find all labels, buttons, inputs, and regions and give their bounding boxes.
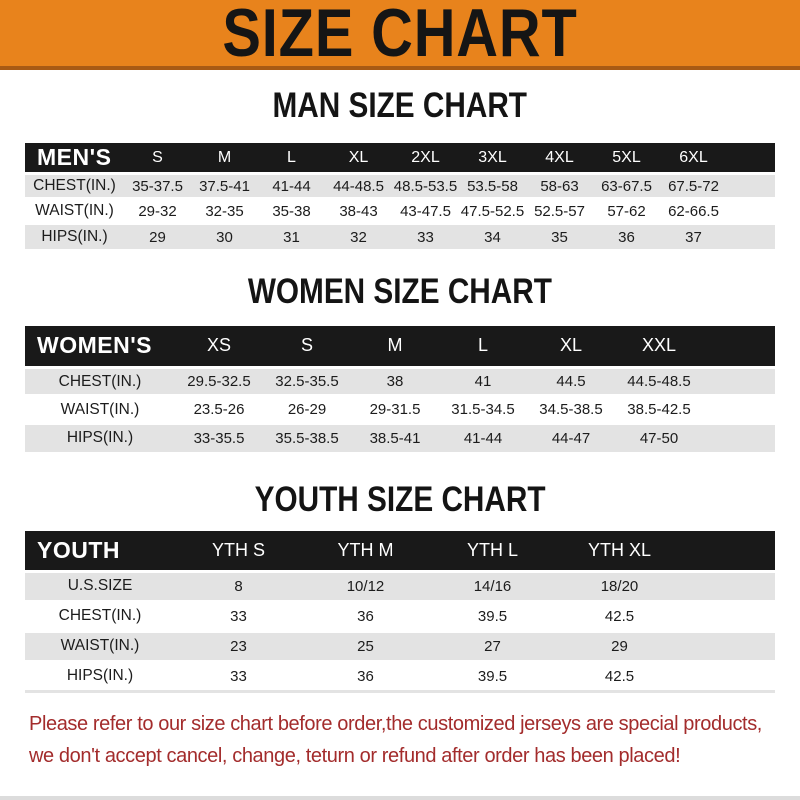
size-cell: 18/20 <box>600 577 639 595</box>
size-cell: 36 <box>618 228 635 246</box>
section-men <box>0 88 800 249</box>
size-cell: 34.5-38.5 <box>539 401 603 418</box>
row-label: HIPS(IN.) <box>41 228 108 245</box>
section-women <box>0 271 800 452</box>
row-label: U.S.SIZE <box>67 577 133 595</box>
size-cell: 36 <box>357 667 374 685</box>
size-row <box>25 571 775 601</box>
row-label: CHEST(IN.) <box>58 607 142 625</box>
banner <box>0 0 800 70</box>
size-charts <box>0 88 800 693</box>
men-heading <box>0 88 800 125</box>
size-cell: 42.5 <box>604 667 635 685</box>
size-cell: 44-47 <box>551 429 591 447</box>
size-row <box>25 396 775 424</box>
size-cell: 33 <box>230 667 247 685</box>
youth-header-row <box>25 531 775 571</box>
column-header: 2XL <box>392 143 459 174</box>
row-label: WAIST(IN.) <box>60 637 140 655</box>
size-cell: 38-43 <box>339 202 378 220</box>
size-cell: 42.5 <box>604 607 635 625</box>
size-cell: 32-35 <box>205 202 244 220</box>
footer-note <box>0 708 800 772</box>
size-cell: 14/16 <box>473 577 512 595</box>
size-cell: 44.5 <box>556 373 586 390</box>
banner-title: SIZE CHART <box>222 0 578 71</box>
row-label: HIPS(IN.) <box>66 429 134 447</box>
women-header-row <box>25 326 775 368</box>
size-cell-filler <box>727 199 775 224</box>
men-header-row <box>25 143 775 174</box>
footer-line-2: we don't accept cancel, change, teturn or refund after order has been placed! <box>29 744 681 767</box>
youth-group-label: YOUTH <box>25 531 175 571</box>
size-row <box>25 174 775 199</box>
column-header: M <box>191 143 258 174</box>
size-cell: 43-47.5 <box>400 202 451 220</box>
column-header: L <box>258 143 325 174</box>
size-row <box>25 199 775 224</box>
size-cell: 67.5-72 <box>668 177 719 195</box>
youth-heading <box>0 479 800 519</box>
size-row <box>25 601 775 631</box>
size-cell-filler <box>727 174 775 199</box>
column-header: 6XL <box>660 143 727 174</box>
column-header: S <box>263 326 351 368</box>
size-cell: 44.5-48.5 <box>627 373 691 390</box>
size-cell: 47.5-52.5 <box>460 202 525 220</box>
size-cell-filler <box>683 661 775 691</box>
size-cell: 39.5 <box>477 607 508 625</box>
size-cell: 44-48.5 <box>333 177 384 195</box>
size-cell: 39.5 <box>477 667 508 685</box>
men-heading-text: MAN SIZE CHART <box>272 86 528 125</box>
size-cell: 29-32 <box>138 202 177 220</box>
column-header: YTH M <box>302 531 429 571</box>
section-youth <box>0 479 800 693</box>
size-cell: 41-44 <box>272 177 311 195</box>
size-row <box>25 424 775 452</box>
size-cell: 41 <box>474 373 492 390</box>
size-cell-filler <box>727 224 775 249</box>
column-header: YTH XL <box>556 531 683 571</box>
youth-heading-text: YOUTH SIZE CHART <box>254 479 546 519</box>
size-cell: 32 <box>350 228 367 246</box>
row-label: CHEST(IN.) <box>58 372 142 390</box>
size-row <box>25 631 775 661</box>
size-cell: 38.5-41 <box>369 429 421 447</box>
column-header: M <box>351 326 439 368</box>
column-header: 4XL <box>526 143 593 174</box>
column-header: 3XL <box>459 143 526 174</box>
size-cell: 31 <box>283 228 300 246</box>
size-cell: 23.5-26 <box>193 401 245 418</box>
row-label: HIPS(IN.) <box>66 667 134 685</box>
column-header: XL <box>325 143 392 174</box>
size-cell: 25 <box>357 637 374 655</box>
size-cell: 48.5-53.5 <box>393 177 458 195</box>
column-header-filler <box>703 326 775 368</box>
size-cell: 38 <box>386 373 404 390</box>
column-header-filler <box>683 531 775 571</box>
size-cell: 36 <box>357 607 374 625</box>
row-label: CHEST(IN.) <box>33 177 116 195</box>
page-bottom-edge <box>0 796 800 800</box>
size-cell: 62-66.5 <box>668 202 719 220</box>
size-cell: 33 <box>417 228 434 246</box>
size-cell: 35 <box>551 228 568 246</box>
size-cell: 63-67.5 <box>601 177 652 195</box>
men-size-table <box>25 143 775 249</box>
size-cell: 37.5-41 <box>199 177 250 195</box>
size-cell: 10/12 <box>346 577 385 595</box>
women-group-label: WOMEN'S <box>25 326 175 368</box>
size-cell-filler <box>703 396 775 424</box>
size-cell: 35.5-38.5 <box>275 429 339 447</box>
size-cell: 31.5-34.5 <box>451 401 515 418</box>
men-group-label: MEN'S <box>25 143 124 174</box>
size-cell: 52.5-57 <box>534 202 585 220</box>
column-header: XL <box>527 326 615 368</box>
size-cell: 26-29 <box>287 401 327 418</box>
size-cell: 23 <box>230 637 247 655</box>
size-cell: 35-38 <box>272 202 311 220</box>
size-cell: 29-31.5 <box>369 401 421 418</box>
size-cell: 58-63 <box>540 177 579 195</box>
size-cell: 29 <box>611 637 628 655</box>
row-label: WAIST(IN.) <box>60 400 140 418</box>
size-cell: 29 <box>149 228 166 246</box>
size-cell: 38.5-42.5 <box>627 401 691 418</box>
column-header: YTH S <box>175 531 302 571</box>
column-header: YTH L <box>429 531 556 571</box>
column-header: L <box>439 326 527 368</box>
size-cell-filler <box>683 631 775 661</box>
size-row <box>25 368 775 396</box>
women-heading-text: WOMEN SIZE CHART <box>247 271 553 311</box>
size-cell: 57-62 <box>607 202 646 220</box>
size-cell-filler <box>703 368 775 396</box>
column-header: 5XL <box>593 143 660 174</box>
size-cell-filler <box>703 424 775 452</box>
women-size-table <box>25 326 775 452</box>
size-cell: 47-50 <box>639 429 679 447</box>
women-heading <box>0 271 800 311</box>
size-cell: 32.5-35.5 <box>275 373 339 390</box>
size-cell: 41-44 <box>463 429 503 447</box>
column-header-filler <box>727 143 775 174</box>
size-cell: 29.5-32.5 <box>187 373 251 390</box>
footer-line-1: Please refer to our size chart before order,the customized jerseys are special products, <box>29 712 762 735</box>
size-cell: 8 <box>234 577 243 595</box>
size-cell: 53.5-58 <box>467 177 518 195</box>
column-header: XXL <box>615 326 703 368</box>
size-cell: 34 <box>484 228 501 246</box>
row-label: WAIST(IN.) <box>35 202 114 220</box>
size-row <box>25 224 775 249</box>
size-row <box>25 661 775 691</box>
youth-size-table <box>25 531 775 693</box>
size-cell: 35-37.5 <box>132 177 183 195</box>
size-cell: 33 <box>230 607 247 625</box>
size-cell: 27 <box>484 637 501 655</box>
size-cell-filler <box>683 601 775 631</box>
size-cell-filler <box>683 571 775 601</box>
size-cell: 37 <box>685 228 702 246</box>
column-header: S <box>124 143 191 174</box>
size-cell: 30 <box>216 228 233 246</box>
column-header: XS <box>175 326 263 368</box>
size-cell: 33-35.5 <box>193 429 245 447</box>
